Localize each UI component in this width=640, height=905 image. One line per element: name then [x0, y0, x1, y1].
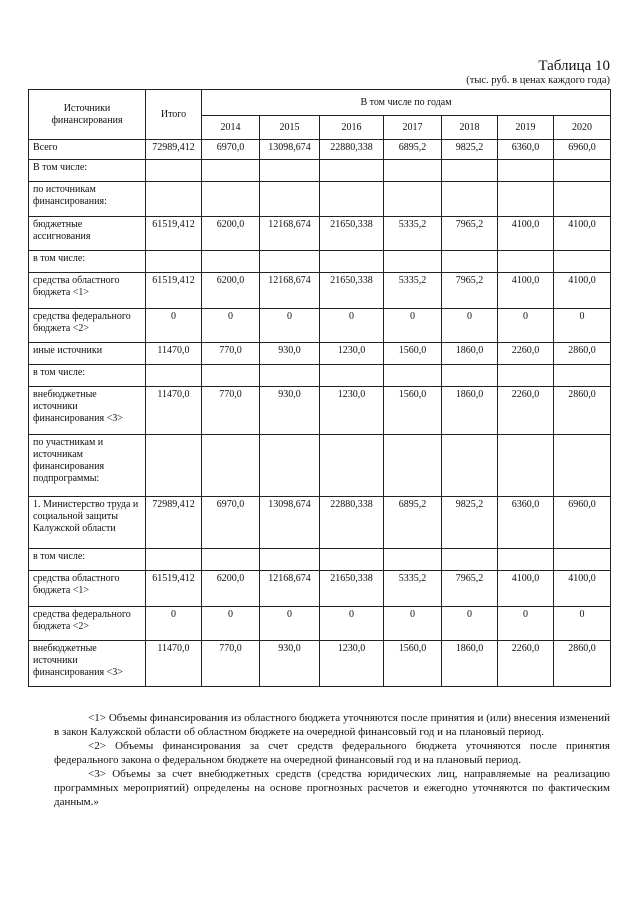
row-value-2020: 0	[554, 607, 611, 641]
table-row	[29, 607, 611, 641]
row-value-2019	[498, 251, 554, 273]
row-value-2014: 6200,0	[202, 571, 260, 607]
row-label: средства областного бюджета <1>	[29, 273, 146, 309]
row-value-2017: 0	[384, 607, 442, 641]
row-value-2017: 5335,2	[384, 571, 442, 607]
row-label: внебюджетные источники финансирования <3>	[29, 641, 146, 687]
row-value-2016	[320, 365, 384, 387]
row-value-2019	[498, 435, 554, 497]
row-value-2017	[384, 435, 442, 497]
row-value-2015: 12168,674	[260, 273, 320, 309]
row-total: 72989,412	[146, 140, 202, 160]
row-value-2014	[202, 182, 260, 217]
row-value-2016: 0	[320, 309, 384, 343]
row-label: внебюджетные источники финансирования <3>	[29, 387, 146, 435]
footnote-1: <1> Объемы финансирования из областного бюджета уточняются после принятия и (или) внесения изменений в закон Калужской области об областном бюджете на очередной финансовый год и на плановый период.	[54, 712, 610, 738]
row-value-2019: 2260,0	[498, 387, 554, 435]
row-value-2017	[384, 549, 442, 571]
row-value-2018: 9825,2	[442, 497, 498, 549]
row-value-2017: 6895,2	[384, 140, 442, 160]
row-value-2020: 2860,0	[554, 343, 611, 365]
row-value-2015	[260, 182, 320, 217]
row-label: в том числе:	[29, 365, 146, 387]
table-row	[29, 549, 611, 571]
row-value-2020: 4100,0	[554, 217, 611, 251]
row-value-2015	[260, 549, 320, 571]
row-total	[146, 365, 202, 387]
row-total: 61519,412	[146, 217, 202, 251]
row-value-2020	[554, 435, 611, 497]
header-year: 2019	[498, 116, 554, 140]
table-row	[29, 571, 611, 607]
row-label: средства федерального бюджета <2>	[29, 607, 146, 641]
table-row	[29, 309, 611, 343]
row-value-2014: 6970,0	[202, 140, 260, 160]
table-row	[29, 387, 611, 435]
row-value-2014: 6970,0	[202, 497, 260, 549]
row-value-2017: 6895,2	[384, 497, 442, 549]
row-value-2016: 21650,338	[320, 217, 384, 251]
table-row	[29, 641, 611, 687]
header-year: 2015	[260, 116, 320, 140]
row-total: 0	[146, 309, 202, 343]
row-label: иные источники	[29, 343, 146, 365]
row-value-2020	[554, 251, 611, 273]
row-value-2018	[442, 182, 498, 217]
row-value-2018	[442, 549, 498, 571]
row-value-2018: 7965,2	[442, 217, 498, 251]
row-value-2017: 5335,2	[384, 273, 442, 309]
row-value-2015	[260, 365, 320, 387]
row-value-2016: 22880,338	[320, 497, 384, 549]
table-row	[29, 343, 611, 365]
row-value-2017: 1560,0	[384, 343, 442, 365]
table-row	[29, 182, 611, 217]
row-value-2020: 4100,0	[554, 273, 611, 309]
row-label: по источникам финансирования:	[29, 182, 146, 217]
row-value-2015: 930,0	[260, 387, 320, 435]
row-label: В том числе:	[29, 160, 146, 182]
row-value-2019: 2260,0	[498, 343, 554, 365]
row-total	[146, 182, 202, 217]
row-value-2018: 0	[442, 607, 498, 641]
row-value-2014	[202, 549, 260, 571]
row-total	[146, 435, 202, 497]
header-year: 2014	[202, 116, 260, 140]
row-label: по участникам и источникам финансирования подпрограммы:	[29, 435, 146, 497]
row-total: 0	[146, 607, 202, 641]
header-year: 2018	[442, 116, 498, 140]
row-value-2019: 2260,0	[498, 641, 554, 687]
row-value-2017	[384, 251, 442, 273]
row-value-2015: 13098,674	[260, 497, 320, 549]
row-value-2015: 12168,674	[260, 571, 320, 607]
row-value-2020	[554, 549, 611, 571]
row-value-2014: 0	[202, 607, 260, 641]
header-year: 2020	[554, 116, 611, 140]
row-value-2019: 0	[498, 309, 554, 343]
row-value-2019	[498, 549, 554, 571]
row-value-2014	[202, 365, 260, 387]
row-value-2016: 22880,338	[320, 140, 384, 160]
row-value-2020: 4100,0	[554, 571, 611, 607]
row-total: 11470,0	[146, 343, 202, 365]
row-value-2019	[498, 365, 554, 387]
row-value-2014: 770,0	[202, 343, 260, 365]
row-value-2016: 1230,0	[320, 641, 384, 687]
row-value-2016	[320, 435, 384, 497]
row-value-2015	[260, 160, 320, 182]
row-value-2018	[442, 365, 498, 387]
row-value-2014	[202, 160, 260, 182]
row-value-2018: 1860,0	[442, 387, 498, 435]
units-note: (тыс. руб. в ценах каждого года)	[466, 75, 610, 86]
row-value-2020: 2860,0	[554, 641, 611, 687]
row-value-2018	[442, 435, 498, 497]
row-label: средства областного бюджета <1>	[29, 571, 146, 607]
table-row	[29, 251, 611, 273]
row-value-2015: 13098,674	[260, 140, 320, 160]
row-value-2019	[498, 182, 554, 217]
row-value-2020: 0	[554, 309, 611, 343]
row-total: 11470,0	[146, 387, 202, 435]
row-value-2015: 930,0	[260, 641, 320, 687]
table-row	[29, 273, 611, 309]
row-value-2016: 21650,338	[320, 273, 384, 309]
row-value-2018: 9825,2	[442, 140, 498, 160]
table-row	[29, 497, 611, 549]
header-total: Итого	[146, 90, 202, 140]
row-label: бюджетные ассигнования	[29, 217, 146, 251]
row-value-2018: 0	[442, 309, 498, 343]
row-label: средства федерального бюджета <2>	[29, 309, 146, 343]
footnote-3: <3> Объемы за счет внебюджетных средств (средства юридических лиц, направляемые на реализацию программных мероприятий) определены на основе прогнозных расчетов и ежегодно уточняются по фактическим данным.»	[54, 768, 610, 808]
row-value-2019: 6360,0	[498, 140, 554, 160]
row-value-2017	[384, 182, 442, 217]
row-label: Всего	[29, 140, 146, 160]
footnotes	[54, 712, 610, 810]
row-value-2019: 0	[498, 607, 554, 641]
row-value-2015: 0	[260, 607, 320, 641]
row-value-2018: 7965,2	[442, 273, 498, 309]
row-value-2020	[554, 365, 611, 387]
row-value-2014: 0	[202, 309, 260, 343]
row-value-2019: 4100,0	[498, 217, 554, 251]
row-value-2015	[260, 251, 320, 273]
row-label: 1. Министерство труда и социальной защиты Калужской области	[29, 497, 146, 549]
row-value-2018	[442, 160, 498, 182]
row-value-2014: 770,0	[202, 641, 260, 687]
table-caption: Таблица 10	[538, 58, 610, 74]
row-value-2014	[202, 251, 260, 273]
row-value-2016: 0	[320, 607, 384, 641]
row-value-2016: 1230,0	[320, 343, 384, 365]
row-value-2017: 0	[384, 309, 442, 343]
row-total: 11470,0	[146, 641, 202, 687]
row-value-2017: 1560,0	[384, 387, 442, 435]
row-total: 72989,412	[146, 497, 202, 549]
row-value-2020	[554, 160, 611, 182]
row-value-2018: 7965,2	[442, 571, 498, 607]
row-value-2018: 1860,0	[442, 641, 498, 687]
financing-table	[28, 89, 611, 687]
row-total	[146, 549, 202, 571]
row-value-2017: 5335,2	[384, 217, 442, 251]
table-row	[29, 160, 611, 182]
row-total	[146, 251, 202, 273]
row-total: 61519,412	[146, 273, 202, 309]
row-value-2016	[320, 251, 384, 273]
row-value-2015: 12168,674	[260, 217, 320, 251]
row-value-2016: 21650,338	[320, 571, 384, 607]
row-value-2020: 6960,0	[554, 140, 611, 160]
row-value-2014	[202, 435, 260, 497]
row-total: 61519,412	[146, 571, 202, 607]
row-value-2020: 2860,0	[554, 387, 611, 435]
row-label: в том числе:	[29, 251, 146, 273]
row-value-2018: 1860,0	[442, 343, 498, 365]
header-year: 2016	[320, 116, 384, 140]
row-value-2019: 4100,0	[498, 571, 554, 607]
table-row	[29, 140, 611, 160]
row-value-2015	[260, 435, 320, 497]
row-value-2019: 4100,0	[498, 273, 554, 309]
footnote-2: <2> Объемы финансирования за счет средств федерального бюджета уточняются после принятия федерального закона о федеральном бюджете на очередной финансовый год и на плановый период.	[54, 740, 610, 766]
row-value-2016	[320, 549, 384, 571]
row-value-2017	[384, 160, 442, 182]
row-value-2020	[554, 182, 611, 217]
row-value-2020: 6960,0	[554, 497, 611, 549]
row-value-2016	[320, 160, 384, 182]
row-value-2019	[498, 160, 554, 182]
table-row	[29, 365, 611, 387]
row-value-2018	[442, 251, 498, 273]
row-label: в том числе:	[29, 549, 146, 571]
header-by-years: В том числе по годам	[202, 90, 611, 116]
row-value-2014: 6200,0	[202, 217, 260, 251]
row-total	[146, 160, 202, 182]
header-year: 2017	[384, 116, 442, 140]
row-value-2014: 6200,0	[202, 273, 260, 309]
table-row	[29, 217, 611, 251]
row-value-2016	[320, 182, 384, 217]
row-value-2017: 1560,0	[384, 641, 442, 687]
row-value-2017	[384, 365, 442, 387]
header-source: Источники финансирования	[29, 90, 146, 140]
row-value-2016: 1230,0	[320, 387, 384, 435]
table-row	[29, 435, 611, 497]
row-value-2015: 930,0	[260, 343, 320, 365]
row-value-2015: 0	[260, 309, 320, 343]
row-value-2019: 6360,0	[498, 497, 554, 549]
row-value-2014: 770,0	[202, 387, 260, 435]
